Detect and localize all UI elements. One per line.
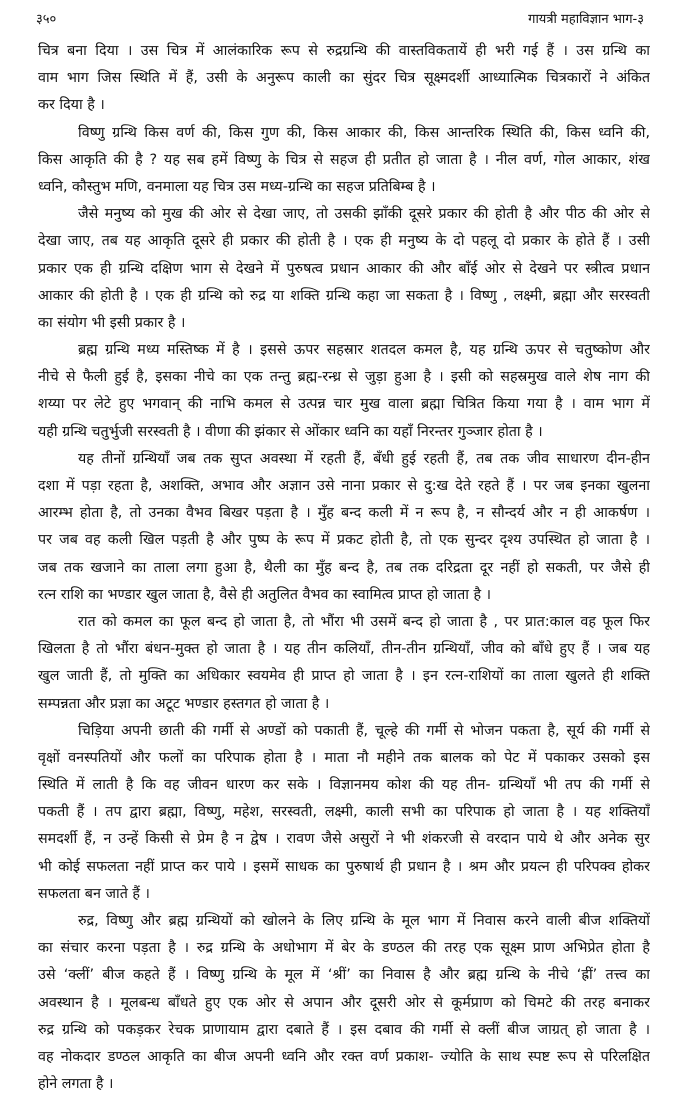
text-line: वृक्षों वनस्पतियों और फलों का परिपाक होता है । माता नौ महीने तक बालक को पेट में पकाकर उसको इस [38,749,650,766]
text-line: स्थिति में लाती है कि वह जीवन धारण कर सके । विज्ञानमय कोश की यह तीन- ग्रन्थियाँ भी तप की गर्मी से [38,777,650,794]
text-line: खुल जाती हैं, तो मुक्ति का अधिकार स्वयमेव ही प्राप्त हो जाता है । इन रत्न-राशियों का ताला खुलते ही शक्ति [38,668,650,685]
text-line: प्रकार एक ही ग्रन्थि दक्षिण भाग से देखने में पुरुषत्व प्रधान आकार की और बाँई ओर से देखने पर स्त्रीत्व प्रधान [38,260,650,277]
text-line: कर दिया है । [38,97,105,114]
page-header [36,9,644,29]
text-line: जब तक खजाने का ताला लगा हुआ है, थैली का मुँह बन्द है, तब तक दरिद्रता दूर नहीं हो सकती, पर जैसे ही [38,559,650,576]
text-line: पकती हैं । तप द्वारा ब्रह्मा, विष्णु, महेश, सरस्वती, लक्ष्मी, काली सभी का परिपाक हो जाता है । यह शक्तियाँ [38,804,650,821]
paragraph [38,38,650,120]
paragraph [38,446,650,609]
text-line: होने लगता है । [38,1076,114,1093]
text-line: चित्र बना दिया । उस चित्र में आलंकारिक रूप से रुद्रग्रन्थि की वास्तविकतायें ही भरी गई हैं । उस ग्रन्थि का [38,43,650,59]
text-line: विष्णु ग्रन्थि किस वर्ण की, किस गुण की, किस आकार की, किस आन्तरिक स्थिति की, किस ध्वनि की, [78,124,650,141]
text-line: रुद्र, विष्णु और ब्रह्म ग्रन्थियों को खोलने के लिए ग्रन्थि के मूल भाग में निवास करने वाली बीज शक्तियों [78,913,650,929]
page-body [38,38,650,1098]
text-line: पर जब वह कली खिल पड़ती है और पुष्प के रूप में प्रकट होती है, तो एक सुन्दर दृश्य उपस्थित हो जाता है । [38,532,650,549]
paragraph [38,718,650,908]
text-line: ध्वनि, कौस्तुभ मणि, वनमाला यह चित्र उस मध्य-ग्रन्थि का सहज प्रतिबिम्ब है । [38,178,436,195]
text-line: खिलता है तो भौंरा बंधन-मुक्त हो जाता है । यह तीन कलियाँ, तीन-तीन ग्रन्थियाँ, जीव को बाँधे हुए हैं । जब यह [38,641,650,658]
text-line: चिड़िया अपनी छाती की गर्मी से अण्डों को पकाती हैं, चूल्हे की गर्मी से भोजन पकता है, सूर्य की गर्मी से [78,722,650,739]
paragraph [38,908,650,1098]
text-line: देखा जाए, तब यह आकृति दूसरे ही प्रकार की होती है । एक ही मनुष्य के दो पहलू दो प्रकार के होते हैं । उसी [38,233,650,250]
text-line: शय्या पर लेटे हुए भगवान् की नाभि कमल से उत्पन्न चार मुख वाला ब्रह्मा चित्रित किया गया है । वाम भाग में [38,396,650,413]
page-number: ३५० [36,12,57,27]
paragraph [38,201,650,337]
running-title: गायत्री महाविज्ञान भाग-३ [528,12,644,27]
text-line: भी कोई सफलता नहीं प्राप्त कर पाये । इसमें साधक का पुरुषार्थ ही प्रधान है । श्रम और प्रयत्न ही परिपक्व होकर [38,858,650,875]
text-line: अवस्थान है । मूलबन्ध बाँधते हुए एक ओर से अपान और दूसरी ओर से कूर्मप्राण को चिमटे की तरह बनाकर [38,994,650,1011]
text-line: सम्पन्नता और प्रज्ञा का अटूट भण्डार हस्तगत हो जाता है । [38,695,330,712]
text-line: किस आकृति की है ? यह सब हमें विष्णु के चित्र से सहज ही प्रतीत हो जाता है । नील वर्ण, गोल आकार, शंख [38,151,650,168]
text-line: वाम भाग जिस स्थिति में हैं, उसी के अनुरूप काली का सुंदर चित्र सूक्ष्मदर्शी आध्यात्मिक चित्रकारों ने अंकित [38,70,650,87]
text-line: वह नोकदार डण्ठल आकृति का बीज अपनी ध्वनि और रक्त वर्ण प्रकाश- ज्योति के साथ स्पष्ट रूप से परिलक्षित [38,1048,650,1065]
paragraph [38,609,650,718]
text-line: रात को कमल का फूल बन्द हो जाता है, तो भौंरा भी उसमें बन्द हो जाता है , पर प्रात:काल वह फूल फिर [78,613,650,630]
text-line: का संयोग भी इसी प्रकार है । [38,314,186,331]
text-line: यह तीनों ग्रन्थियाँ जब तक सुप्त अवस्था में रहती हैं, बँधी हुई रहती हैं, तब तक जीव साधारण दीन-हीन [78,450,650,467]
text-line: समदर्शी हैं, न उन्हें किसी से प्रेम है न द्वेष । रावण जैसे असुरों ने भी शंकरजी से वरदान पाये थे और अनेक सुर [38,831,650,848]
text-line: ब्रह्म ग्रन्थि मध्य मस्तिष्क में है । इससे ऊपर सहस्रार शतदल कमल है, यह ग्रन्थि ऊपर से चतुष्कोण और [78,342,650,359]
paragraph [38,120,650,202]
text-line: जैसे मनुष्य को मुख की ओर से देखा जाए, तो उसकी झाँकी दूसरे प्रकार की होती है और पीठ की ओर से [78,206,650,223]
text-line: आकार की होती है । एक ही ग्रन्थि को रुद्र या शक्ति ग्रन्थि कहा जा सकता है । विष्णु , लक्ष्मी, ब्रह्मा और सरस्वती [38,287,650,304]
paragraph [38,337,650,446]
text-line: आरम्भ होता है, तो उनका वैभव बिखर पड़ता है । मुँह बन्द कली में न रूप है, न सौन्दर्य और न ही आकर्षण । [38,505,650,522]
text-line: यही ग्रन्थि चतुर्भुजी सरस्वती है । वीणा की झंकार से ओंकार ध्वनि का यहाँ निरन्तर गुञ्जार होता है । [38,423,543,440]
text-line: सफलता बन जाते हैं । [38,885,150,902]
text-line: का संचार करना पड़ता है । रुद्र ग्रन्थि के अधोभाग में बेर के डण्ठल की तरह एक सूक्ष्म प्राण अभिप्रेत होता है [38,940,650,957]
text-line: रत्न राशि का भण्डार खुल जाता है, वैसे ही अतुलित वैभव का स्वामित्व प्राप्त हो जाता है । [38,586,492,603]
text-line: दशा में पड़ा रहता है, अशक्ति, अभाव और अज्ञान उसे नाना प्रकार से दु:ख देते रहते हैं । पर जब इनका खुलना [38,478,650,494]
text-line: रुद्र ग्रन्थि को पकड़कर रेचक प्राणायाम द्वारा दबाते हैं । इस दबाव की गर्मी से क्लीं बीज जाग्रत् हो जाता है । [38,1021,650,1038]
text-line: नीचे से फैली हुई है, इसका नीचे का एक तन्तु ब्रह्म-रन्ध्र से जुड़ा हुआ है । इसी को सहस्रमुख वाले शेष नाग की [38,369,650,386]
text-line: उसे ‘क्लीं’ बीज कहते हैं । विष्णु ग्रन्थि के मूल में ‘श्रीं’ का निवास है और ब्रह्म ग्रन्थि के नीचे ‘ह्रीं’ तत्त्व का [38,967,650,984]
